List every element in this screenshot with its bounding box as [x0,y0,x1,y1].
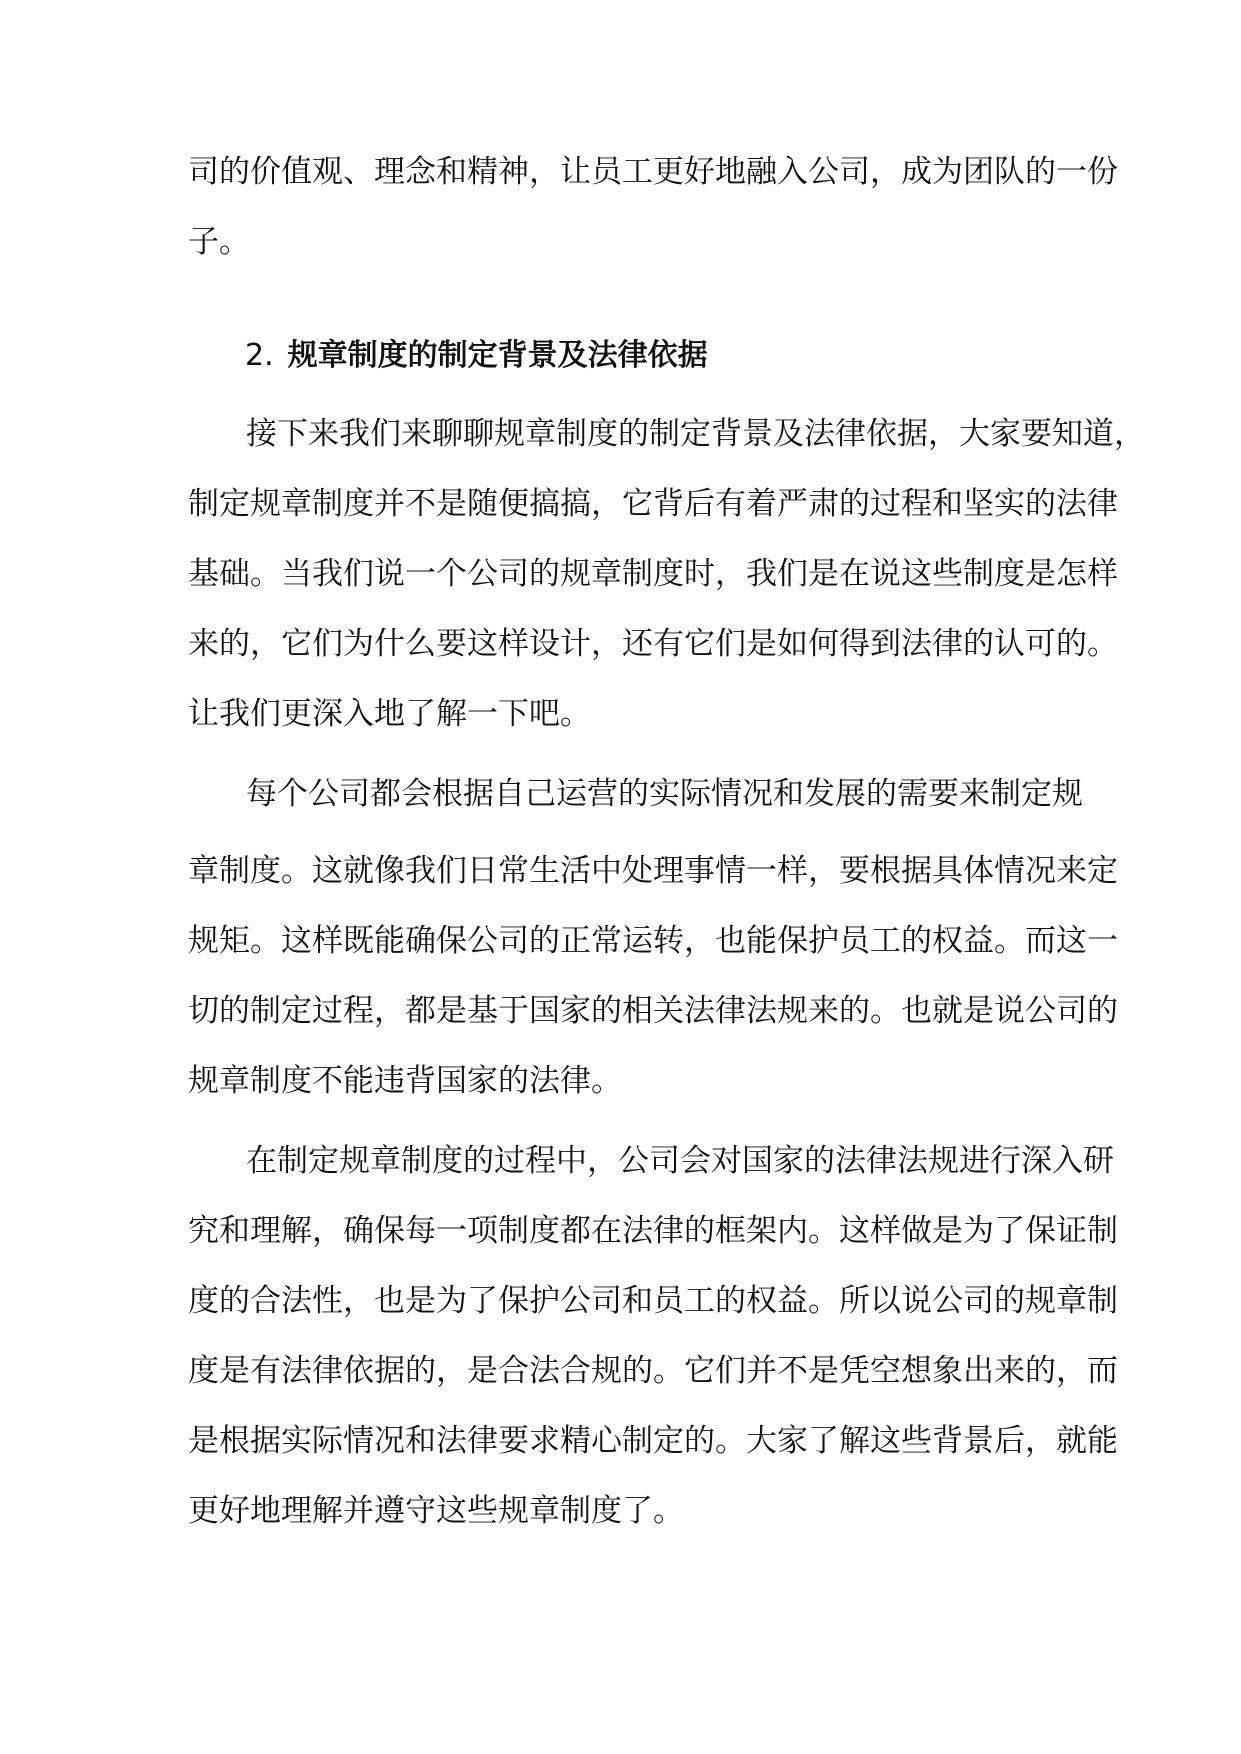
paragraph-line: 每个公司都会根据自己运营的实际情况和发展的需要来制定规 [246,776,1083,812]
body-text-line: 子。 [188,224,250,260]
body-text-line: 司的价值观、理念和精神，让员工更好地融入公司，成为团队的一份 [188,154,1118,190]
paragraph-line: 制定规章制度并不是随便搞搞，它背后有着严肃的过程和坚实的法律 [188,486,1118,522]
paragraph-line: 度是有法律依据的，是合法合规的。它们并不是凭空想象出来的，而 [188,1353,1118,1389]
section-heading [245,336,708,376]
paragraph-line: 规章制度不能违背国家的法律。 [188,1063,622,1099]
paragraph-line: 基础。当我们说一个公司的规章制度时，我们是在说这些制度是怎样 [188,556,1118,592]
paragraph-line: 是根据实际情况和法律要求精心制定的。大家了解这些背景后，就能 [188,1423,1118,1459]
paragraph-line: 来的，它们为什么要这样设计，还有它们是如何得到法律的认可的。 [188,626,1118,662]
paragraph-line: 让我们更深入地了解一下吧。 [188,696,591,732]
paragraph-line: 究和理解，确保每一项制度都在法律的框架内。这样做是为了保证制 [188,1213,1118,1249]
paragraph-line: 接下来我们来聊聊规章制度的制定背景及法律依据，大家要知道， [246,416,1145,452]
paragraph-line: 规矩。这样既能确保公司的正常运转，也能保护员工的权益。而这一 [188,923,1118,959]
paragraph-line: 切的制定过程，都是基于国家的相关法律法规来的。也就是说公司的 [188,993,1118,1029]
paragraph-line: 更好地理解并遵守这些规章制度了。 [188,1493,684,1529]
paragraph-line: 度的合法性，也是为了保护公司和员工的权益。所以说公司的规章制 [188,1283,1118,1319]
section-title: 规章制度的制定背景及法律依据 [287,338,708,373]
paragraph-line: 在制定规章制度的过程中，公司会对国家的法律法规进行深入研 [246,1143,1114,1179]
paragraph-line: 章制度。这就像我们日常生活中处理事情一样，要根据具体情况来定 [188,853,1118,889]
section-number: 2. [245,338,274,373]
